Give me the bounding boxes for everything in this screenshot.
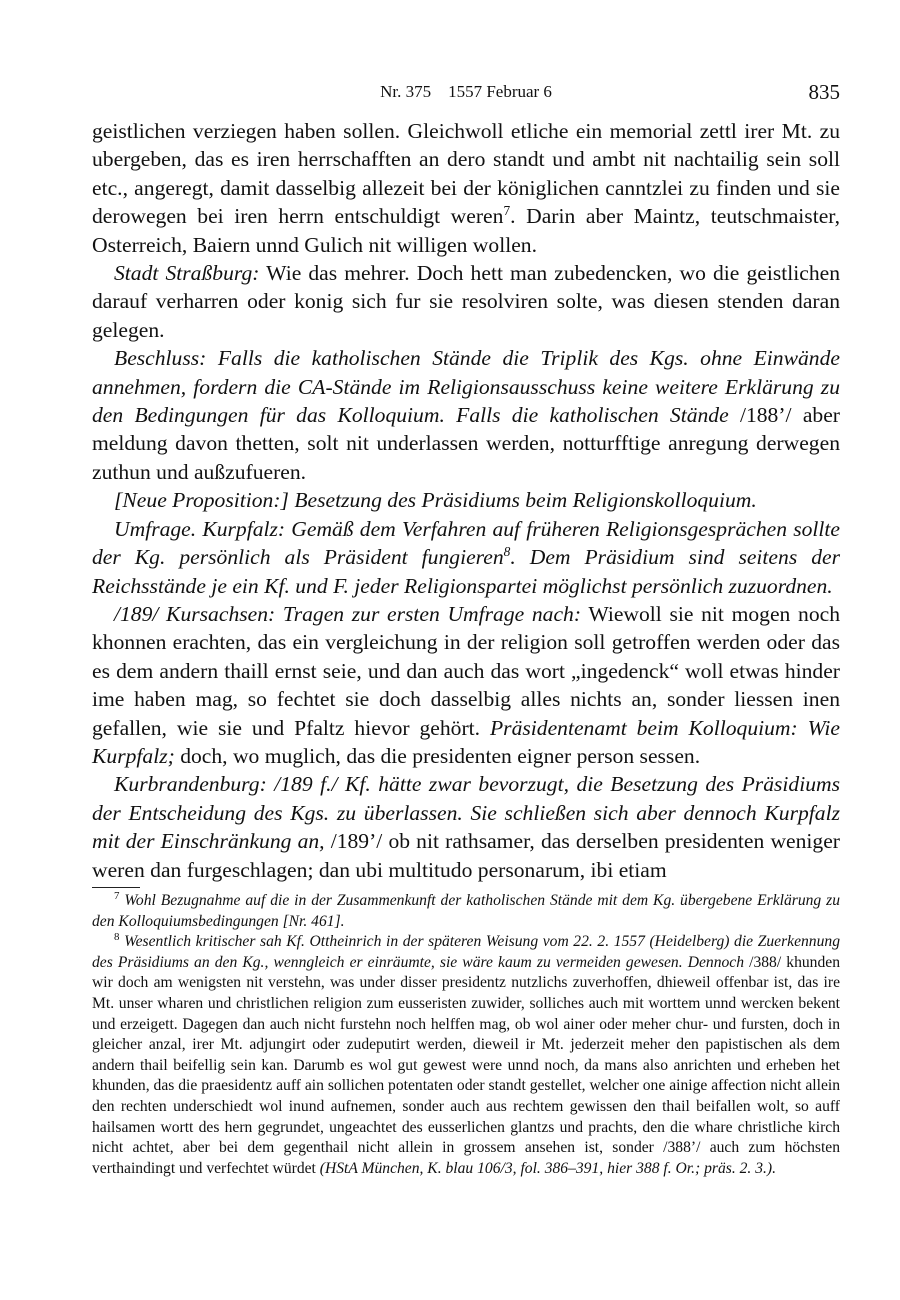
footnote-7 bbox=[92, 891, 840, 932]
running-header bbox=[92, 80, 840, 106]
footnote-separator bbox=[92, 887, 140, 888]
footnote-ref-7[interactable]: 7 bbox=[503, 203, 511, 219]
paragraph-kursachsen bbox=[92, 600, 840, 770]
footnote-number: 8 bbox=[114, 931, 120, 943]
speaker-label: Stadt Straßburg: bbox=[114, 261, 260, 286]
footnotes bbox=[92, 891, 840, 1179]
editorial-summary: /189/ Kursachsen: Tragen zur ersten Umfrage nach: bbox=[114, 601, 582, 626]
text-run: geistlichen verziegen haben sollen. Gleichwoll etliche ein memorial zettl irer Mt. zu ubergeben, das es iren herrschafften an dero standt und ambt nit nachtailig sein soll etc., angeregt, damit dasselbig allezeit bei der königlichen canntzlei zu finden und sie derowegen bei iren herrn entschuldigt weren bbox=[92, 119, 840, 229]
text-run: Wie das mehrer. Doch hett man zubedencken, wo die geistlichen darauf verharren oder konig sich fur sie resolviren solte, was diesen stenden daran gelegen. bbox=[92, 261, 841, 342]
footnote-number: 7 bbox=[114, 889, 120, 902]
footnote-quote: /388/ khunden wir doch am wenigsten nit verstehn, was under disser presidentz nutzlichs zuverhoffen, dhieweil offenbar ist, das ire Mt. unser wharen und christlichen religion zum eusseristen zuwider, solliches auch mit worttem unnd wercken bekent und erzeigett. Dagegen dan auch nicht furstehn noch helffen mag, ob wol ainer oder meher chur- und fursten, doch in gleicher anzal, irer Mt. adjungirt oder zudeputirt werden, dieweil ir Mt. jederzeit meher den papistischen als dem andern thail beifellig sein kan. Darumb es wol gut gewest were unnd noch, da mans also anrichten und erheben het khunden, das die praesidentz auff ain sollichen potentaten oder standt gestellet, welcher one ainige affection nicht allein den rechten underschiedt wol inund aufnemen, sonder auch aus rechtem gewissen den thail beifallen wolt, so auff hailsamen wortt des hern gegrundet, ungeachtet des eusserlichen glantzs und prachts, den die whare christliche kirch nicht achtet, aber bei dem gegenthail nicht allein in grossem ansehen ist, sonder /388’/ auch zum höchsten verthaindingt und verfechtet würdet bbox=[92, 953, 840, 1177]
paragraph-beschluss bbox=[92, 344, 840, 486]
running-title: Nr. 375 1557 Februar 6 bbox=[380, 82, 552, 101]
text-run: Wiewoll sie nit mogen noch khonnen erachten, das ein vergleichung in der religion soll getroffen werden oder das es dem andern thaill ernst seie, und dan auch das wort „ingedenck“ woll etwas hinder ime haben mag, so fechtet sie doch dasselbig alles nichts an, sonder liessen inen gefallen, wie sie und Pfaltz hievor gehört. bbox=[92, 601, 840, 740]
text-run: doch, wo muglich, das die presidenten eigner person sessen. bbox=[174, 743, 701, 768]
footnote-text: Wesentlich kritischer sah Kf. Ottheinrich in der späteren Weisung vom 22. 2. 1557 (Heidelberg) die Zuerkennung des Präsidiums an den Kg., wenngleich er einräumte, sie wäre kaum zu vermeiden gewesen. Dennoch bbox=[92, 933, 840, 971]
text-run: . Darin aber Maintz, teutschmaister, Osterreich, Baiern unnd Gulich nit willigen wollen. bbox=[92, 204, 840, 257]
footnote-text: Wohl Bezugnahme auf die in der Zusammenkunft der katholischen Stände mit dem Kg. übergebene Erklärung zu den Kolloquiumsbedingungen [Nr. 461]. bbox=[92, 892, 840, 930]
paragraph-strassburg bbox=[92, 259, 840, 344]
paragraph-kurpfalz bbox=[92, 515, 840, 600]
text-run: /189’/ ob nit rathsamer, das derselben presidenten weniger weren dan furgeschlagen; dan ubi multitudo personarum, ibi etiam bbox=[92, 829, 840, 882]
text-run: /188’/ aber meldung davon thetten, solt nit underlassen werden, notturfftige anregung derwegen zuthun und außzufueren. bbox=[92, 403, 840, 484]
editorial-summary: Beschluss: Falls die katholischen Stände die Triplik des Kgs. ohne Einwände annehmen, fordern die CA-Stände im Religionsausschuss keine weitere Erklärung zu den Bedingungen für das Kolloquium. Falls die katholischen Stände bbox=[92, 346, 840, 428]
editorial-summary: Kurbrandenburg: /189 f./ Kf. hätte zwar bevorzugt, die Besetzung des Präsidiums der Entscheidung des Kgs. zu überlassen. Sie schließen sich aber dennoch Kurpfalz mit der Einschränkung an, bbox=[92, 772, 840, 854]
editorial-summary: Umfrage. Kurpfalz: Gemäß dem Verfahren auf früheren Religionsgesprächen sollte der Kg. persönlich als Präsident fungieren bbox=[92, 516, 840, 570]
footnote-8 bbox=[92, 932, 840, 1179]
editorial-summary: Präsidentenamt beim Kolloquium: Wie Kurpfalz; bbox=[92, 715, 840, 768]
editorial-summary: . Dem Präsidium sind seitens der Reichsstände je ein Kf. und F. jeder Religionspartei möglichst persönlich zuzuordnen. bbox=[92, 545, 840, 598]
paragraph bbox=[92, 117, 840, 259]
main-text bbox=[92, 117, 840, 884]
archival-citation: (HStA München, K. blau 106/3, fol. 386–391, hier 388 f. Or.; präs. 2. 3.). bbox=[319, 1159, 777, 1177]
editorial-summary: [Neue Proposition:] Besetzung des Präsidiums beim Religionskolloquium. bbox=[114, 488, 757, 513]
paragraph-proposition bbox=[92, 486, 840, 514]
page-number: 835 bbox=[808, 80, 840, 104]
paragraph-kurbrandenburg bbox=[92, 770, 840, 884]
footnote-ref-8[interactable]: 8 bbox=[503, 543, 511, 559]
